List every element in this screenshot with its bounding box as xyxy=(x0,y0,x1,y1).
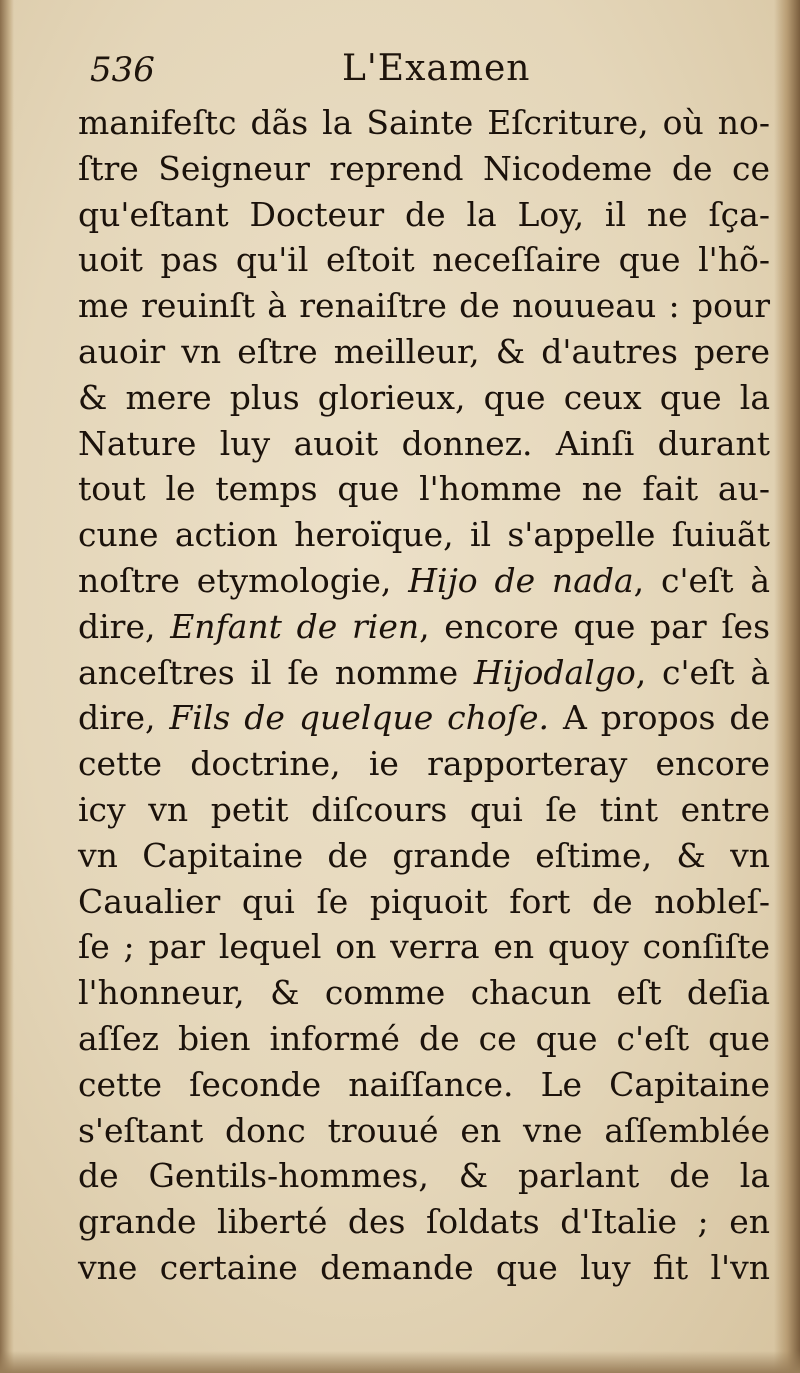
page-edge-right xyxy=(774,0,800,1373)
page-edge-bottom xyxy=(0,1351,800,1373)
text-line xyxy=(78,833,770,879)
text-line xyxy=(78,146,770,192)
running-title: L'Examen xyxy=(342,48,531,89)
italic-phrase: Hijodalgo xyxy=(473,652,636,692)
text-segment: manifeſtc dãs la Sainte Eſcriture, où no- xyxy=(78,103,770,142)
text-line xyxy=(78,421,770,467)
text-line xyxy=(78,558,770,604)
text-segment: cune action heroïque, il s'appelle ſuiuãt xyxy=(78,515,770,555)
text-segment: , c'eſt à xyxy=(635,652,771,692)
text-segment: s'eſtant donc trouué en vne aſſemblée xyxy=(78,1110,770,1150)
text-line xyxy=(78,970,770,1016)
text-segment: cette doctrine, ie rapporteray encore xyxy=(78,744,770,784)
text-line xyxy=(78,329,770,375)
text-segment: me reuinſt à renaiſtre de nouueau : pour xyxy=(78,286,770,326)
text-segment: Nature luy auoit donnez. Ainſi durant xyxy=(78,423,770,463)
text-segment: , c'eſt à xyxy=(633,560,771,600)
text-line xyxy=(78,1199,770,1245)
text-segment: icy vn petit diſcours qui ſe tint entre xyxy=(78,789,770,829)
text-line xyxy=(78,375,770,421)
text-line xyxy=(78,192,770,238)
text-segment: tout le temps que l'homme ne fait au- xyxy=(78,469,770,509)
italic-phrase: Enfant de rien xyxy=(170,606,420,646)
text-line xyxy=(78,787,770,833)
text-segment: ſe ; par lequel on verra en quoy conſiſte xyxy=(78,927,770,967)
text-line xyxy=(78,100,770,146)
page-edge-left xyxy=(0,0,14,1373)
text-line xyxy=(78,695,770,741)
text-line xyxy=(78,512,770,558)
text-segment: A propos de xyxy=(549,698,770,738)
text-segment: vne certaine demande que luy fit l'vn xyxy=(78,1247,770,1287)
text-segment: grande liberté des ſoldats d'Italie ; en xyxy=(78,1202,770,1242)
text-line xyxy=(78,604,770,650)
text-line xyxy=(78,466,770,512)
text-segment: qu'eſtant Docteur de la Loy, il ne ſça- xyxy=(78,194,770,234)
body-text xyxy=(78,100,770,1291)
text-line xyxy=(78,283,770,329)
text-segment: cette ſeconde naiſſance. Le Capitaine xyxy=(78,1064,770,1104)
text-line xyxy=(78,924,770,970)
text-segment: noſtre etymologie, xyxy=(78,560,409,600)
text-line xyxy=(78,741,770,787)
text-segment: dire, xyxy=(78,606,171,646)
text-segment: dire, xyxy=(78,698,170,738)
text-segment: ſtre Seigneur reprend Nicodeme de ce xyxy=(78,148,770,188)
text-line xyxy=(78,1016,770,1062)
text-segment: aſſez bien informé de ce que c'eſt que xyxy=(78,1018,770,1058)
text-line xyxy=(78,1062,770,1108)
text-segment: vn Capitaine de grande eſtime, & vn xyxy=(78,835,770,875)
page-number: 536 xyxy=(90,50,155,90)
text-segment: de Gentils-hommes, & parlant de la xyxy=(78,1156,770,1196)
text-line xyxy=(78,1245,770,1291)
text-line xyxy=(78,1108,770,1154)
text-line xyxy=(78,1153,770,1199)
text-segment: anceſtres il ſe nomme xyxy=(78,652,474,692)
text-line xyxy=(78,650,770,696)
text-segment: uoit pas qu'il eſtoit neceſſaire que l'hõ- xyxy=(78,240,770,280)
text-segment: & mere plus glorieux, que ceux que la xyxy=(78,377,770,417)
text-segment: auoir vn eſtre meilleur, & d'autres pere xyxy=(78,331,770,371)
italic-phrase: Hijo de nada xyxy=(408,560,634,600)
text-line xyxy=(78,237,770,283)
text-line xyxy=(78,879,770,925)
text-segment: l'honneur, & comme chacun eſt deſia xyxy=(78,973,770,1013)
text-segment: , encore que par ſes xyxy=(419,606,771,646)
italic-phrase: Fils de quelque choſe. xyxy=(169,698,550,738)
page-header xyxy=(80,44,770,100)
text-segment: Caualier qui ſe piquoit fort de nobleſ- xyxy=(78,881,770,921)
